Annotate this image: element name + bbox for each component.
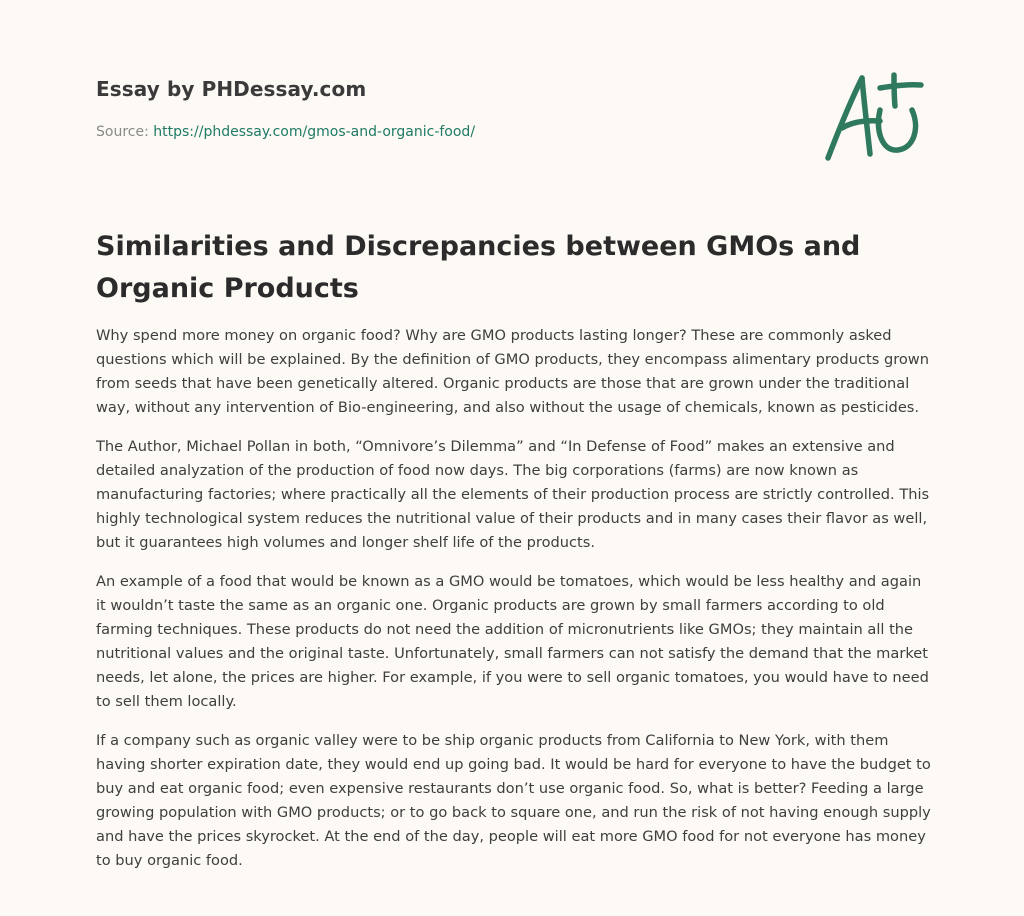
brand-title: Essay by PHDessay.com <box>96 77 367 101</box>
source-label: Source: <box>96 124 149 140</box>
paragraph: Why spend more money on organic food? Why are GMO products lasting longer? These are commonly asked questions which will be explained. By the definition of GMO products, they encompass alimentary products grown from seeds that have been genetically altered. Organic products are those that are grown under the traditional way, without any intervention of Bio-engineering, and also without the usage of chemicals, known as pesticides. <box>96 327 929 416</box>
a-plus-logo-icon <box>820 66 930 166</box>
paragraph: The Author, Michael Pollan in both, “Omnivore’s Dilemma” and “In Defense of Food” makes an extensive and detailed analyzation of the production of food now days. The big corporations (farms) are now known as manufacturing factories; where practically all the elements of their production process are strictly controlled. This highly technological system reduces the nutritional value of their products and in many cases their flavor as well, but it guarantees high volumes and longer shelf life of the products. <box>96 438 930 551</box>
article-body <box>96 324 932 888</box>
source-link[interactable]: https://phdessay.com/gmos-and-organic-food/ <box>153 124 476 140</box>
paragraph: If a company such as organic valley were to be ship organic products from California to New York, with them having shorter expiration date, they would end up going bad. It would be hard for everyone to have the budget to buy and eat organic food; even expensive restaurants don’t use organic food. So, what is better? Feeding a large growing population with GMO products; or to go back to square one, and run the risk of not having enough supply and have the prices skyrocket. At the end of the day, people will eat more GMO food for not everyone has money to buy organic food. <box>96 732 931 869</box>
paragraph: An example of a food that would be known as a GMO would be tomatoes, which would be less healthy and again it wouldn’t taste the same as an organic one. Organic products are grown by small farmers according to old farming techniques. These products do not need the addition of micronutrients like GMOs; they maintain all the nutritional values and the original taste. Unfortunately, small farmers can not satisfy the demand that the market needs, let alone, the prices are higher. For example, if you were to sell organic tomatoes, you would have to need to sell them locally. <box>96 573 929 710</box>
article-title: Similarities and Discrepancies between GMOs and Organic Products <box>96 231 861 304</box>
source-line <box>96 124 475 140</box>
